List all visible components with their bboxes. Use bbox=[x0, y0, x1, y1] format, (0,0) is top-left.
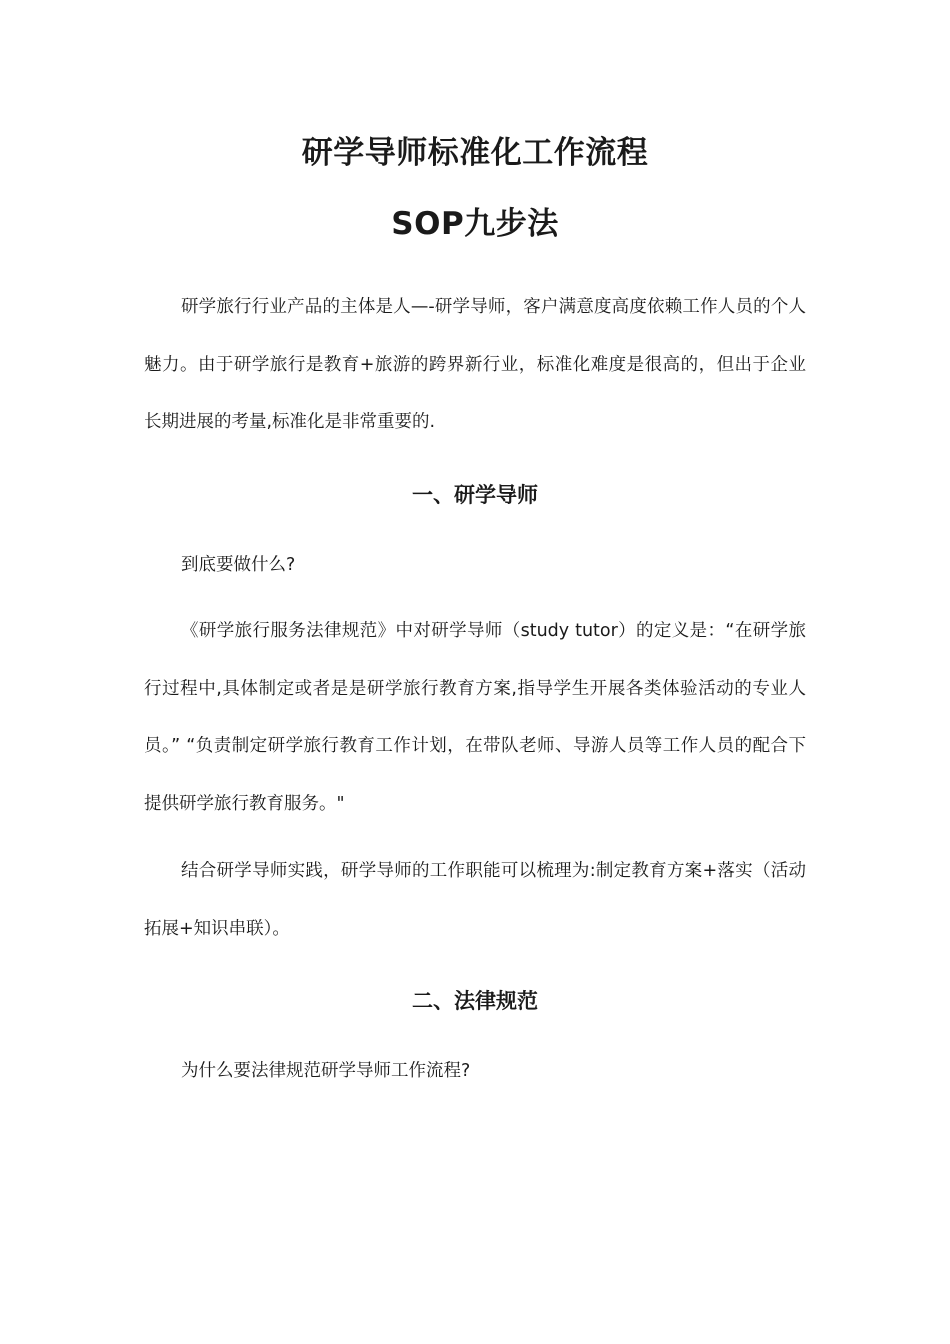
section-question-tutor: 到底要做什么? bbox=[181, 554, 296, 575]
document-subtitle: SOP九步法 bbox=[391, 206, 559, 242]
definition-paragraph: 《研学旅行服务法律规范》中对研学导师（study tutor）的定义是：“在研学旅行过程中,具体制定或者是是研学旅行教育方案,指导学生开展各类体验活动的专业人员。” “负责制定研学旅行教育工作计划，在带队老师、导游人员等工作人员的配合下提供研学旅行教育服务。" bbox=[144, 621, 806, 814]
section-question-regulation: 为什么要法律规范研学导师工作流程? bbox=[181, 1061, 471, 1081]
section-heading-tutor: 一、研学导师 bbox=[412, 482, 538, 507]
document-title: 研学导师标准化工作流程 bbox=[301, 135, 649, 171]
summary-paragraph: 结合研学导师实践，研学导师的工作职能可以梳理为:制定教育方案+落实（活动拓展+知识串联）。 bbox=[144, 861, 806, 939]
intro-paragraph: 研学旅行行业产品的主体是人—-研学导师，客户满意度高度依赖工作人员的个人魅力。由于研学旅行是教育+旅游的跨界新行业，标准化难度是很高的，但出于企业长期进展的考量,标准化是非常重要的. bbox=[144, 297, 806, 432]
section-heading-regulation: 二、法律规范 bbox=[412, 989, 538, 1013]
